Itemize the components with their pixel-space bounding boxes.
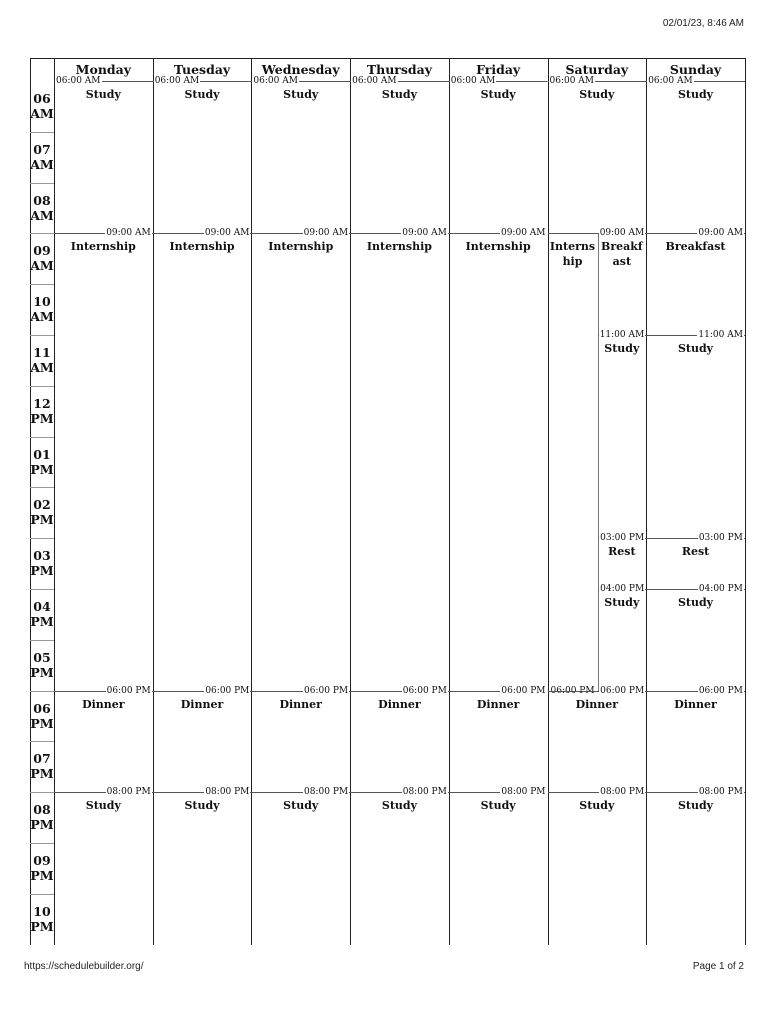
event-title: Study	[677, 342, 714, 355]
event-title: Internship	[465, 240, 531, 254]
hour-separator	[30, 335, 54, 336]
hour-label: 06 PM	[30, 700, 54, 731]
hour-label: 03 PM	[30, 548, 54, 579]
event-time: 06:00 AM	[648, 76, 693, 86]
event-time: 08:00 PM	[402, 787, 447, 798]
event-title: Internship	[169, 240, 235, 254]
event-time: 06:00 PM	[304, 685, 349, 696]
event-time: 06:00 AM	[253, 76, 298, 86]
day-header-thursday: Thursday	[366, 62, 433, 77]
event-title: Dinner	[674, 697, 717, 711]
event-time: 11:00 AM	[698, 330, 743, 340]
event-time: 04:00 PM	[600, 584, 645, 594]
event-title: Breakfast	[665, 240, 726, 254]
event-time: 06:00 AM	[549, 76, 595, 86]
event-title: Breakfast	[601, 240, 643, 269]
event-title: Study	[283, 88, 319, 101]
hour-separator	[30, 589, 54, 590]
event-title: Dinner	[279, 697, 322, 711]
hour-label: 10 PM	[30, 903, 54, 934]
hour-label: 08 AM	[30, 192, 54, 223]
event-time: 03:00 PM	[698, 533, 743, 544]
event-title: Internship	[366, 240, 432, 254]
event-title: Study	[381, 799, 417, 813]
hour-label: 12 PM	[30, 395, 54, 426]
event-title: Study	[677, 596, 714, 609]
event-title: Internship	[70, 240, 136, 254]
hour-label: 01 PM	[30, 446, 54, 477]
event-time: 06:00 AM	[56, 76, 101, 86]
event-time: 08:00 PM	[501, 787, 546, 798]
event-title: Study	[480, 799, 516, 813]
hour-separator	[30, 538, 54, 539]
event-time: 08:00 PM	[205, 787, 250, 798]
hour-separator	[30, 487, 54, 488]
hour-label: 02 PM	[30, 497, 54, 528]
day-header-sunday: Sunday	[669, 62, 722, 77]
hour-separator	[30, 437, 54, 438]
event-time: 09:00 AM	[599, 228, 645, 239]
event-title: Study	[184, 88, 220, 101]
event-time: 09:00 AM	[204, 228, 250, 239]
hour-separator	[30, 233, 54, 234]
event-time: 06:00 AM	[352, 76, 397, 86]
event-title: Study	[579, 88, 615, 101]
hour-separator	[30, 284, 54, 285]
hour-label: 11 AM	[30, 345, 54, 375]
column-divider	[646, 58, 647, 945]
event-time: 09:00 AM	[402, 228, 447, 239]
hour-label: 07 PM	[30, 751, 54, 782]
page-number: Page 1 of 2	[692, 961, 744, 972]
event-title: Study	[579, 799, 615, 813]
event-time: 09:00 AM	[106, 228, 151, 239]
hour-label: 09 AM	[30, 243, 54, 274]
column-divider	[251, 58, 252, 945]
column-divider	[548, 58, 549, 945]
event-time: 08:00 PM	[106, 787, 151, 798]
saturday-split-divider	[598, 233, 599, 690]
event-title: Study	[677, 88, 714, 101]
column-divider	[745, 58, 746, 945]
event-time: 08:00 PM	[698, 787, 743, 798]
event-title: Study	[85, 799, 121, 813]
hour-separator	[30, 741, 54, 742]
hour-label: 05 PM	[30, 649, 54, 680]
day-header-tuesday: Tuesday	[173, 62, 231, 77]
event-time: 06:00 PM	[698, 685, 743, 696]
hour-label: 07 AM	[30, 141, 54, 172]
hour-label: 06 AM	[30, 91, 54, 121]
event-title: Dinner	[180, 697, 224, 711]
event-time: 06:00 PM	[550, 685, 595, 696]
event-title: Dinner	[82, 697, 125, 711]
hour-separator	[30, 386, 54, 387]
event-title: Study	[604, 596, 640, 609]
event-time: 06:00 PM	[205, 685, 250, 696]
weekly-schedule-grid	[30, 58, 745, 945]
event-title: Study	[381, 88, 417, 101]
hour-label: 04 PM	[30, 599, 54, 629]
event-title: Study	[604, 342, 640, 355]
hour-label: 10 AM	[30, 294, 54, 325]
event-time: 08:00 PM	[304, 787, 349, 798]
event-time: 11:00 AM	[599, 330, 645, 340]
event-time: 06:00 AM	[154, 76, 200, 86]
event-title: Internship	[268, 240, 334, 254]
event-time: 08:00 PM	[600, 787, 645, 798]
page-url: https://schedulebuilder.org/	[24, 961, 144, 972]
event-title: Dinner	[575, 697, 619, 711]
hour-separator	[30, 691, 54, 692]
event-title: Study	[283, 799, 319, 813]
event-title: Rest	[681, 545, 710, 559]
hour-separator	[30, 640, 54, 641]
hour-separator	[30, 843, 54, 844]
day-header-monday: Monday	[75, 62, 132, 77]
column-divider	[449, 58, 450, 945]
hour-label: 09 PM	[30, 853, 54, 883]
column-divider	[153, 58, 154, 945]
event-title: Study	[480, 88, 516, 101]
event-time: 06:00 AM	[450, 76, 496, 86]
hour-separator	[30, 132, 54, 133]
day-header-wednesday: Wednesday	[261, 62, 340, 77]
event-time: 09:00 AM	[303, 228, 349, 239]
event-title: Study	[85, 88, 121, 101]
event-title: Internship	[549, 240, 596, 269]
event-start-line	[548, 233, 598, 234]
hour-separator	[30, 792, 54, 793]
event-time: 04:00 PM	[698, 584, 743, 594]
event-title: Study	[677, 799, 714, 813]
event-title: Rest	[608, 545, 636, 559]
event-time: 06:00 PM	[106, 685, 151, 696]
event-time: 09:00 AM	[698, 228, 743, 239]
event-time: 06:00 PM	[600, 685, 645, 696]
hour-separator	[30, 183, 54, 184]
day-header-friday: Friday	[476, 62, 521, 77]
hour-separator	[30, 894, 54, 895]
event-time: 03:00 PM	[600, 533, 645, 544]
event-time: 09:00 AM	[500, 228, 546, 239]
event-title: Dinner	[378, 697, 421, 711]
print-timestamp: 02/01/23, 8:46 AM	[662, 18, 744, 29]
column-divider	[54, 58, 55, 945]
event-title: Study	[184, 799, 220, 813]
event-time: 06:00 PM	[402, 685, 447, 696]
column-divider	[350, 58, 351, 945]
hour-label: 08 PM	[30, 802, 54, 833]
event-time: 06:00 PM	[501, 685, 546, 696]
event-title: Dinner	[476, 697, 520, 711]
day-header-saturday: Saturday	[565, 62, 629, 77]
